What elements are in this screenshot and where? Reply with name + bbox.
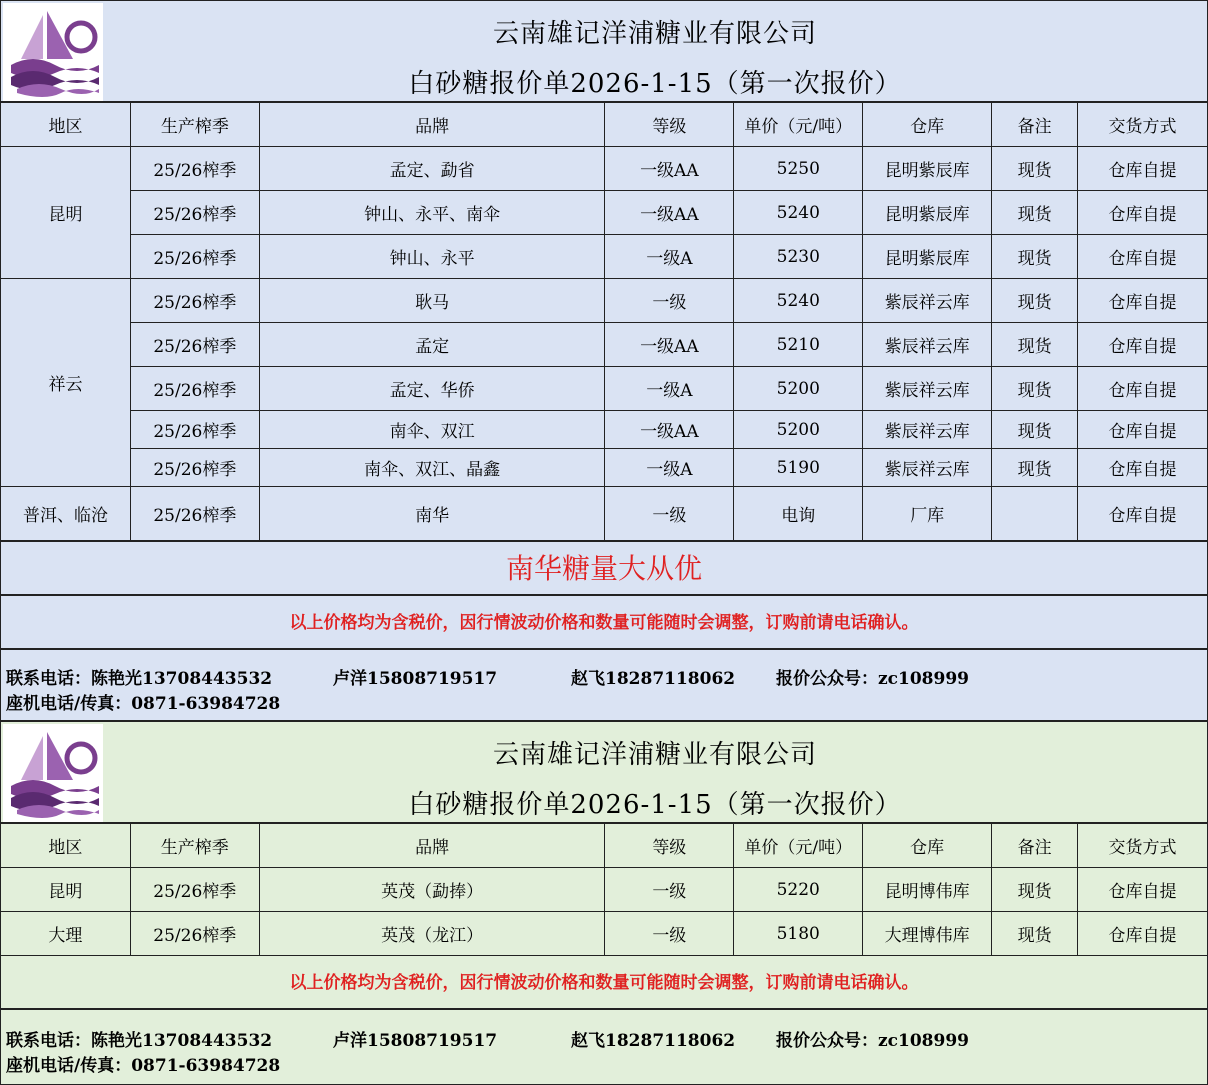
table-row bbox=[1, 912, 1208, 956]
delivery-cell: 仓库自提 bbox=[1078, 235, 1208, 279]
brand-cell: 南伞、双江 bbox=[259, 411, 605, 449]
brand-cell: 英茂（勐捧） bbox=[259, 868, 605, 912]
table-header-row bbox=[1, 103, 1208, 147]
header-cell: 备注 bbox=[992, 824, 1078, 868]
region-cell: 普洱、临沧 bbox=[1, 487, 131, 541]
warehouse-cell: 紫辰祥云库 bbox=[863, 367, 992, 411]
price-cell: 5220 bbox=[734, 868, 863, 912]
remark-cell: 现货 bbox=[992, 868, 1078, 912]
delivery-cell: 仓库自提 bbox=[1078, 367, 1208, 411]
warehouse-cell: 昆明博伟库 bbox=[863, 868, 992, 912]
grade-cell: 一级AA bbox=[605, 147, 734, 191]
table-row bbox=[1, 279, 1208, 323]
warehouse-cell: 昆明紫辰库 bbox=[863, 191, 992, 235]
remark-cell: 现货 bbox=[992, 323, 1078, 367]
header-cell: 交货方式 bbox=[1078, 824, 1208, 868]
company-name: 云南雄记洋浦糖业有限公司 bbox=[492, 740, 817, 770]
brand-cell: 孟定 bbox=[259, 323, 605, 367]
warehouse-cell: 大理博伟库 bbox=[863, 912, 992, 956]
table-row bbox=[1, 487, 1208, 541]
delivery-cell: 仓库自提 bbox=[1078, 449, 1208, 487]
table-row bbox=[1, 367, 1208, 411]
warehouse-cell: 厂库 bbox=[863, 487, 992, 541]
header-cell: 等级 bbox=[605, 824, 734, 868]
region-cell: 祥云 bbox=[1, 279, 131, 487]
header-cell: 交货方式 bbox=[1078, 103, 1208, 147]
table-header-row bbox=[1, 824, 1208, 868]
header-cell: 生产榨季 bbox=[130, 824, 259, 868]
contact-phone: 联系电话：陈艳光13708443532 bbox=[6, 669, 273, 689]
region-cell: 大理 bbox=[1, 912, 131, 956]
remark-cell: 现货 bbox=[992, 449, 1078, 487]
price-cell: 5200 bbox=[734, 367, 863, 411]
delivery-cell: 仓库自提 bbox=[1078, 868, 1208, 912]
header-cell: 地区 bbox=[1, 824, 131, 868]
price-cell: 5240 bbox=[734, 191, 863, 235]
price-cell: 5230 bbox=[734, 235, 863, 279]
warehouse-cell: 紫辰祥云库 bbox=[863, 449, 992, 487]
header-cell: 单价（元/吨） bbox=[734, 103, 863, 147]
grade-cell: 一级AA bbox=[605, 411, 734, 449]
quote-sheet-2 bbox=[0, 721, 1208, 1085]
price-note: 以上价格均为含税价，因行情波动价格和数量可能随时会调整，订购前请电话确认。 bbox=[0, 955, 1208, 1009]
sheet-header bbox=[0, 0, 1208, 102]
remark-cell: 现货 bbox=[992, 147, 1078, 191]
quote-title: 白砂糖报价单2026-1-15（第一次报价） bbox=[408, 790, 902, 820]
brand-cell: 耿马 bbox=[259, 279, 605, 323]
remark-cell: 现货 bbox=[992, 367, 1078, 411]
table-row bbox=[1, 235, 1208, 279]
delivery-cell: 仓库自提 bbox=[1078, 147, 1208, 191]
warehouse-cell: 紫辰祥云库 bbox=[863, 279, 992, 323]
delivery-cell: 仓库自提 bbox=[1078, 912, 1208, 956]
header-cell: 地区 bbox=[1, 103, 131, 147]
remark-cell: 现货 bbox=[992, 411, 1078, 449]
contact-zhao: 赵飞18287118062 bbox=[571, 1031, 736, 1051]
sheet-header bbox=[0, 721, 1208, 823]
price-cell: 5250 bbox=[734, 147, 863, 191]
season-cell: 25/26榨季 bbox=[130, 191, 259, 235]
header-cell: 品牌 bbox=[259, 103, 605, 147]
region-cell: 昆明 bbox=[1, 147, 131, 279]
brand-cell: 钟山、永平 bbox=[259, 235, 605, 279]
season-cell: 25/26榨季 bbox=[130, 323, 259, 367]
company-logo-icon bbox=[3, 3, 103, 101]
contact-lu: 卢洋15808719517 bbox=[333, 1031, 498, 1051]
delivery-cell: 仓库自提 bbox=[1078, 411, 1208, 449]
price-cell: 5200 bbox=[734, 411, 863, 449]
season-cell: 25/26榨季 bbox=[130, 147, 259, 191]
grade-cell: 一级 bbox=[605, 279, 734, 323]
promo-banner: 南华糖量大从优 bbox=[0, 541, 1208, 595]
price-cell: 电询 bbox=[734, 487, 863, 541]
price-cell: 5180 bbox=[734, 912, 863, 956]
season-cell: 25/26榨季 bbox=[130, 868, 259, 912]
company-name: 云南雄记洋浦糖业有限公司 bbox=[492, 19, 817, 49]
delivery-cell: 仓库自提 bbox=[1078, 191, 1208, 235]
brand-cell: 孟定、华侨 bbox=[259, 367, 605, 411]
contact-block bbox=[0, 649, 1208, 721]
contact-wechat: 报价公众号：zc108999 bbox=[776, 669, 969, 689]
grade-cell: 一级AA bbox=[605, 323, 734, 367]
table-row bbox=[1, 323, 1208, 367]
header-cell: 备注 bbox=[992, 103, 1078, 147]
header-cell: 生产榨季 bbox=[130, 103, 259, 147]
season-cell: 25/26榨季 bbox=[130, 912, 259, 956]
brand-cell: 钟山、永平、南伞 bbox=[259, 191, 605, 235]
contact-block bbox=[0, 1009, 1208, 1085]
season-cell: 25/26榨季 bbox=[130, 411, 259, 449]
brand-cell: 孟定、勐省 bbox=[259, 147, 605, 191]
price-table bbox=[0, 823, 1208, 956]
contact-lu: 卢洋15808719517 bbox=[333, 669, 498, 689]
brand-cell: 南伞、双江、晶鑫 bbox=[259, 449, 605, 487]
season-cell: 25/26榨季 bbox=[130, 279, 259, 323]
remark-cell: 现货 bbox=[992, 912, 1078, 956]
contact-fax: 座机电话/传真：0871-63984728 bbox=[6, 694, 281, 714]
quote-title: 白砂糖报价单2026-1-15（第一次报价） bbox=[408, 69, 902, 99]
header-cell: 仓库 bbox=[863, 103, 992, 147]
grade-cell: 一级A bbox=[605, 367, 734, 411]
table-row bbox=[1, 868, 1208, 912]
contact-wechat: 报价公众号：zc108999 bbox=[776, 1031, 969, 1051]
price-note: 以上价格均为含税价，因行情波动价格和数量可能随时会调整，订购前请电话确认。 bbox=[0, 595, 1208, 649]
header-cell: 仓库 bbox=[863, 824, 992, 868]
remark-cell bbox=[992, 487, 1078, 541]
contact-fax: 座机电话/传真：0871-63984728 bbox=[6, 1056, 281, 1076]
season-cell: 25/26榨季 bbox=[130, 235, 259, 279]
brand-cell: 英茂（龙江） bbox=[259, 912, 605, 956]
price-cell: 5190 bbox=[734, 449, 863, 487]
delivery-cell: 仓库自提 bbox=[1078, 487, 1208, 541]
price-cell: 5240 bbox=[734, 279, 863, 323]
price-cell: 5210 bbox=[734, 323, 863, 367]
grade-cell: 一级 bbox=[605, 487, 734, 541]
delivery-cell: 仓库自提 bbox=[1078, 279, 1208, 323]
table-row bbox=[1, 449, 1208, 487]
header-cell: 品牌 bbox=[259, 824, 605, 868]
season-cell: 25/26榨季 bbox=[130, 367, 259, 411]
contact-zhao: 赵飞18287118062 bbox=[571, 669, 736, 689]
season-cell: 25/26榨季 bbox=[130, 449, 259, 487]
warehouse-cell: 紫辰祥云库 bbox=[863, 411, 992, 449]
price-table bbox=[0, 102, 1208, 541]
remark-cell: 现货 bbox=[992, 279, 1078, 323]
grade-cell: 一级A bbox=[605, 449, 734, 487]
season-cell: 25/26榨季 bbox=[130, 487, 259, 541]
table-row bbox=[1, 411, 1208, 449]
delivery-cell: 仓库自提 bbox=[1078, 323, 1208, 367]
grade-cell: 一级 bbox=[605, 912, 734, 956]
grade-cell: 一级AA bbox=[605, 191, 734, 235]
warehouse-cell: 紫辰祥云库 bbox=[863, 323, 992, 367]
header-cell: 单价（元/吨） bbox=[734, 824, 863, 868]
table-row bbox=[1, 191, 1208, 235]
grade-cell: 一级A bbox=[605, 235, 734, 279]
header-cell: 等级 bbox=[605, 103, 734, 147]
warehouse-cell: 昆明紫辰库 bbox=[863, 147, 992, 191]
region-cell: 昆明 bbox=[1, 868, 131, 912]
warehouse-cell: 昆明紫辰库 bbox=[863, 235, 992, 279]
remark-cell: 现货 bbox=[992, 191, 1078, 235]
company-logo-icon bbox=[3, 724, 103, 822]
grade-cell: 一级 bbox=[605, 868, 734, 912]
remark-cell: 现货 bbox=[992, 235, 1078, 279]
contact-phone: 联系电话：陈艳光13708443532 bbox=[6, 1031, 273, 1051]
brand-cell: 南华 bbox=[259, 487, 605, 541]
table-row bbox=[1, 147, 1208, 191]
